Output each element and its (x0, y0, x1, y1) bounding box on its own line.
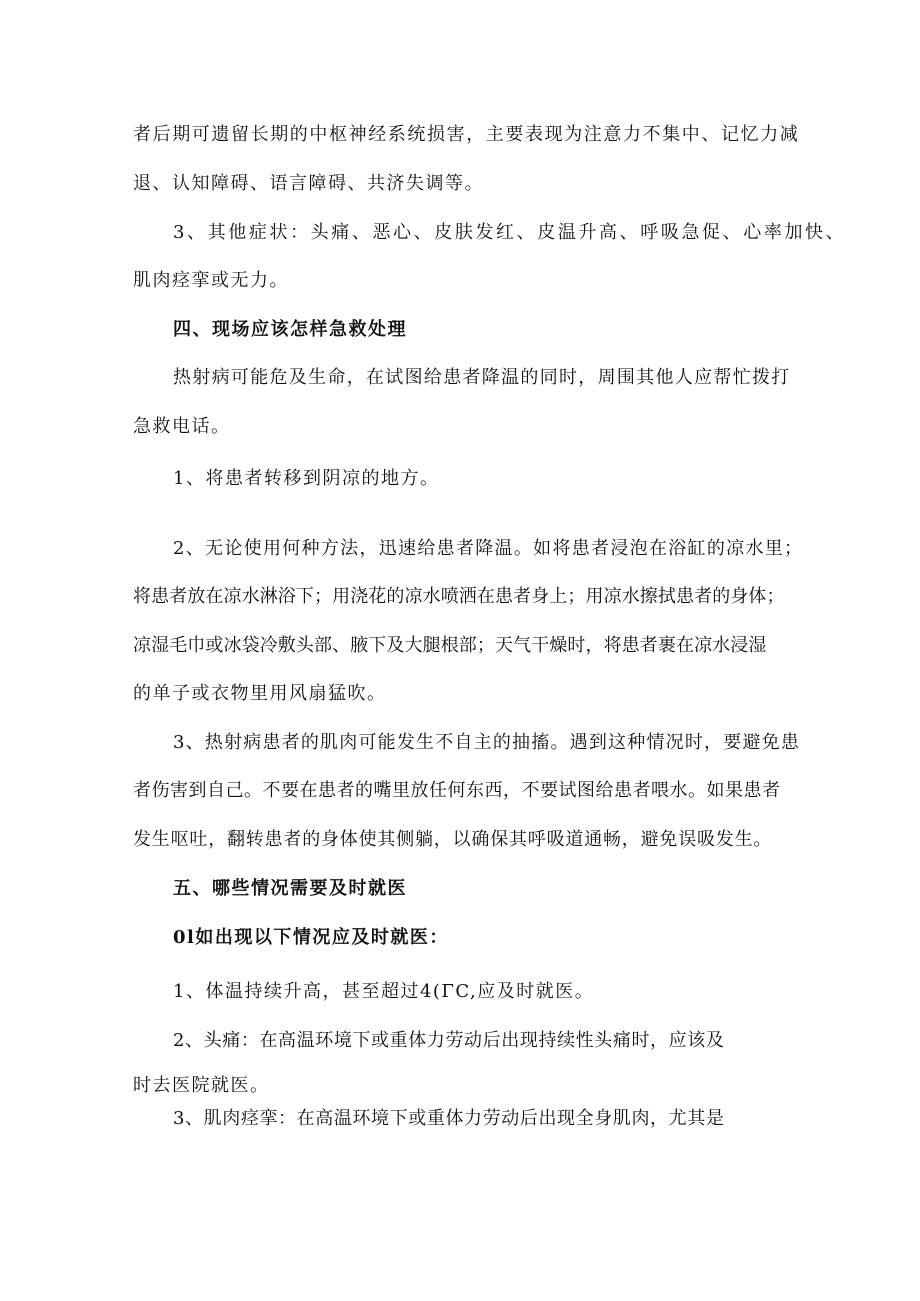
section-heading: 五、哪些情况需要及时就医 (173, 878, 407, 899)
text-line: 热射病可能危及生命，在试图给患者降温的同时，周围其他人应帮忙拨打 (173, 367, 791, 388)
text-line: 凉湿毛巾或冰袋冷敷头部、腋下及大腿根部；天气干燥时，将患者裹在凉水浸湿 (133, 635, 767, 656)
text-line: 2、无论使用何种方法，迅速给患者降温。如将患者浸泡在浴缸的凉水里； (173, 538, 804, 559)
text-line: 1、将患者转移到阴凉的地方。 (173, 468, 440, 489)
text-line: 者伤害到自己。不要在患者的嘴里放任何东西，不要试图给患者喂水。如果患者 (133, 780, 781, 801)
text-line: 将患者放在凉水淋浴下；用浇花的凉水喷洒在患者身上；用凉水擦拭患者的身体； (133, 586, 785, 607)
section-heading: 四、现场应该怎样急救处理 (173, 319, 407, 340)
text-line: 2、头痛：在高温环境下或重体力劳动后出现持续性头痛时，应该及 (173, 1030, 725, 1051)
text-line: 急救电话。 (133, 416, 231, 437)
text-line: 者后期可遗留长期的中枢神经系统损害，主要表现为注意力不集中、记忆力减 (133, 124, 800, 145)
text-line: 3、肌肉痉挛：在高温环境下或重体力劳动后出现全身肌肉，尤其是 (173, 1108, 725, 1129)
text-line: 退、认知障碍、语言障碍、共济失调等。 (133, 173, 484, 194)
text-line: 的单子或衣物里用风扇猛吹。 (133, 683, 387, 704)
text-line: 发生呕吐，翻转患者的身体使其侧躺，以确保其呼吸道通畅，避免误吸发生。 (133, 829, 773, 850)
subsection-heading: 0l如出现以下情况应及时就医： (173, 927, 449, 948)
text-line: 3、热射病患者的肌肉可能发生不自主的抽搐。遇到这种情况时，要避免患 (173, 732, 801, 753)
text-line: 肌肉痉挛或无力。 (133, 270, 289, 291)
text-line: 1、体温持续升高，甚至超过4(ΓC,应及时就医。 (173, 981, 595, 1002)
text-line: 时去医院就医。 (133, 1075, 270, 1096)
text-line: 3、其他症状：头痛、恶心、皮肤发红、皮温升高、呼吸急促、心率加快、 (173, 222, 847, 243)
